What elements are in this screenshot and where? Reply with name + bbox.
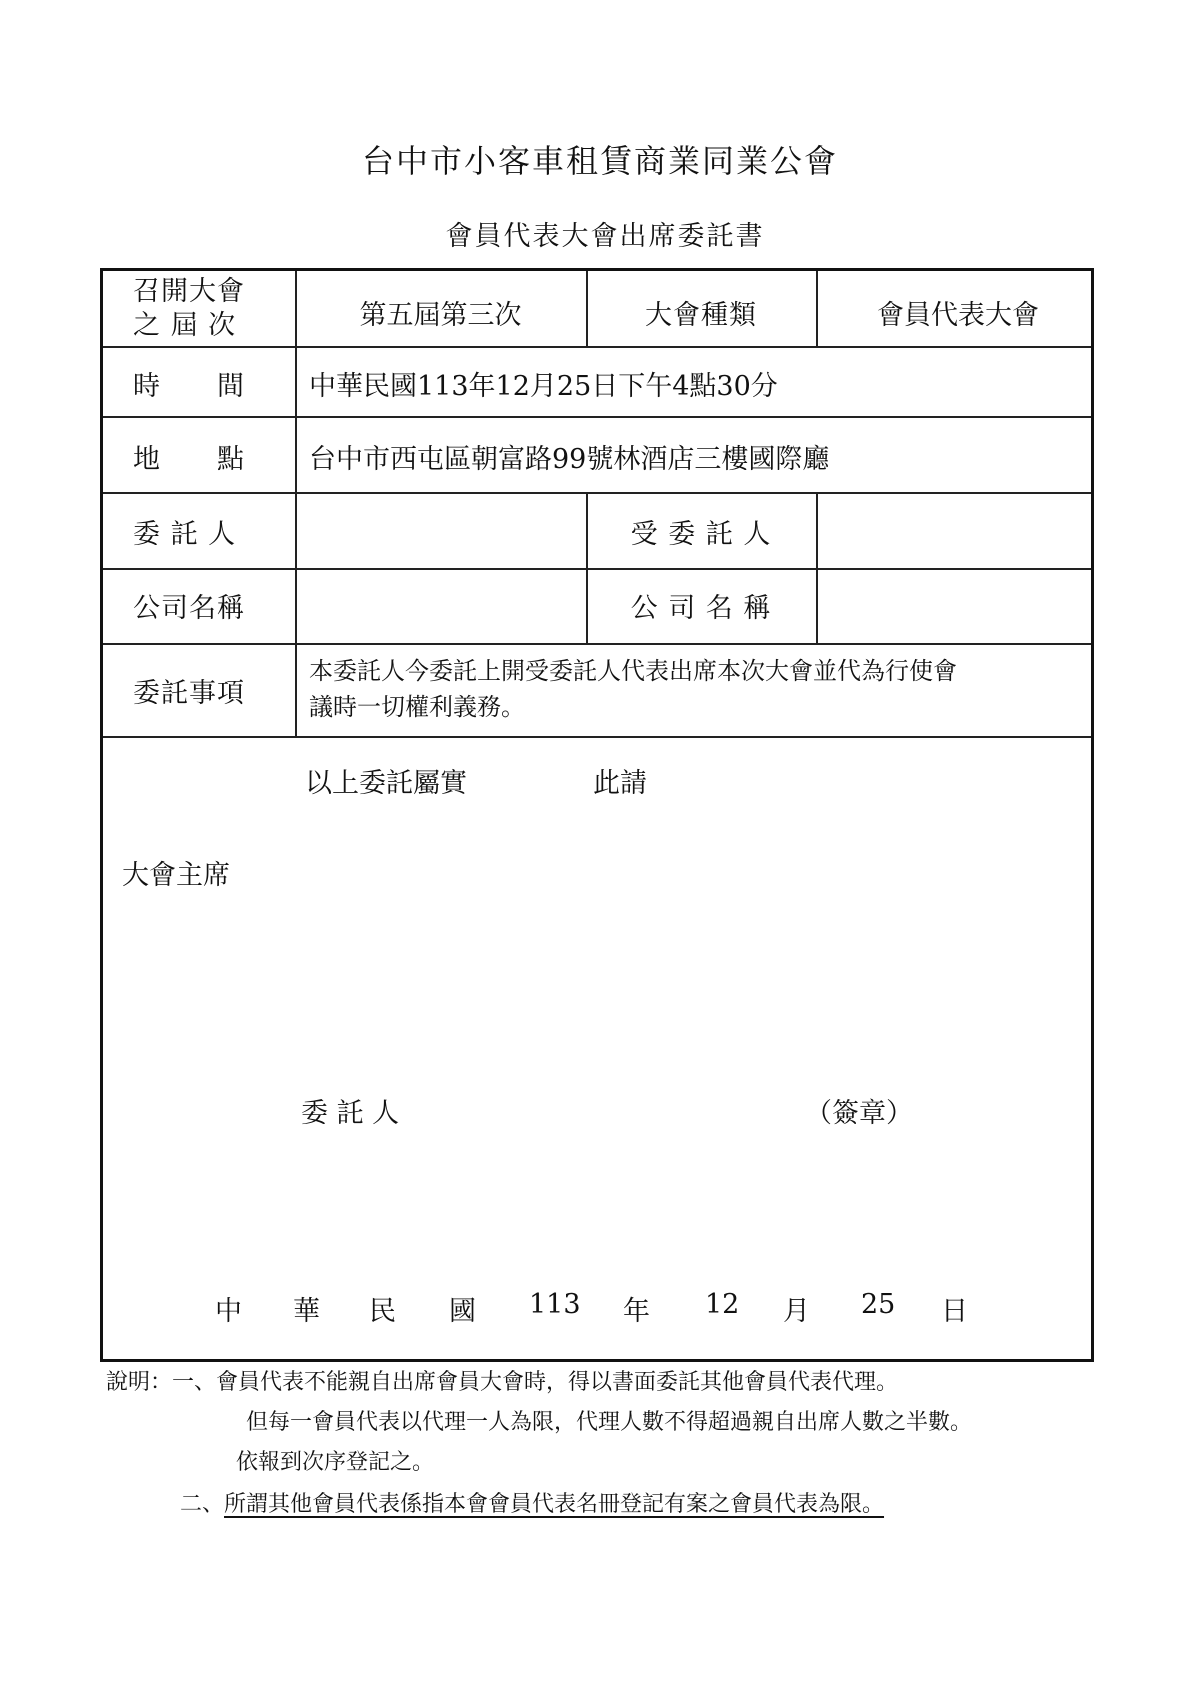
notes-item-number: 二、 <box>180 1492 225 1517</box>
column-divider <box>816 271 818 346</box>
row-divider <box>103 346 1091 348</box>
principal-name-field[interactable] <box>309 512 579 546</box>
date-day: 25 <box>861 1289 896 1320</box>
time-label: 時 間 <box>133 371 245 402</box>
document-title: 台中市小客車租賃商業同業公會 <box>361 142 838 180</box>
session-value: 第五屆第三次 <box>359 300 522 331</box>
statement-text: 以上委託屬實 <box>305 768 467 799</box>
row-divider <box>103 736 1091 738</box>
time-value: 中華民國113年12月25日下午4點30分 <box>309 371 778 402</box>
company-name-field[interactable] <box>309 586 579 620</box>
chair-label: 大會主席 <box>122 860 230 891</box>
date-part: 國 <box>449 1296 476 1327</box>
meeting-type-label: 大會種類 <box>645 300 757 331</box>
proxy-company-name-field[interactable] <box>823 586 1088 620</box>
row-divider <box>103 643 1091 645</box>
date-part: 日 <box>941 1296 968 1327</box>
proxy-company-label: 公 司 名 稱 <box>630 593 772 624</box>
please-text: 此請 <box>593 768 647 799</box>
date-part: 民 <box>369 1296 396 1327</box>
date-part: 中 <box>215 1296 242 1327</box>
date-year: 113 <box>529 1289 581 1320</box>
session-label: 召開大會 之 屆 次 <box>133 276 245 341</box>
date-part: 月 <box>783 1296 810 1327</box>
seal-label: （簽章） <box>805 1098 913 1129</box>
matter-text: 本委託人今委託上開受委託人代表出席本次大會並代為行使會 議時一切權利義務。 <box>309 657 957 721</box>
place-label: 地 點 <box>133 444 245 475</box>
date-row <box>103 1289 1091 1329</box>
notes-line-2: 但每一會員代表以代理一人為限，代理人數不得超過親自出席人數之半數。 <box>246 1410 973 1435</box>
proxy-name-field[interactable] <box>823 512 1088 546</box>
notes-item-text: 所謂其他會員代表係指本會會員代表名冊登記有案之會員代表為限。 <box>224 1492 885 1517</box>
proxy-form-table <box>100 268 1094 1362</box>
matter-label: 委託事項 <box>133 678 245 709</box>
column-divider <box>816 492 818 643</box>
notes-line-3: 依報到次序登記之。 <box>236 1450 435 1475</box>
notes-line-1: 說明：一、會員代表不能親自出席會員大會時，得以書面委託其他會員代表代理。 <box>106 1370 899 1395</box>
proxy-label: 受 委 託 人 <box>630 519 772 550</box>
notes-line-4 <box>180 1490 884 1520</box>
row-divider <box>103 416 1091 418</box>
signer-label: 委 託 人 <box>301 1098 400 1129</box>
company-label: 公司名稱 <box>133 593 245 624</box>
meeting-type-value: 會員代表大會 <box>877 300 1039 331</box>
principal-label: 委 託 人 <box>133 519 237 550</box>
date-month: 12 <box>705 1289 740 1320</box>
document-subtitle: 會員代表大會出席委託書 <box>445 221 765 252</box>
date-part: 年 <box>623 1296 650 1327</box>
row-divider <box>103 568 1091 570</box>
column-divider <box>295 271 297 736</box>
row-divider <box>103 492 1091 494</box>
place-value: 台中市西屯區朝富路99號林酒店三樓國際廳 <box>309 444 830 475</box>
date-part: 華 <box>293 1296 320 1327</box>
